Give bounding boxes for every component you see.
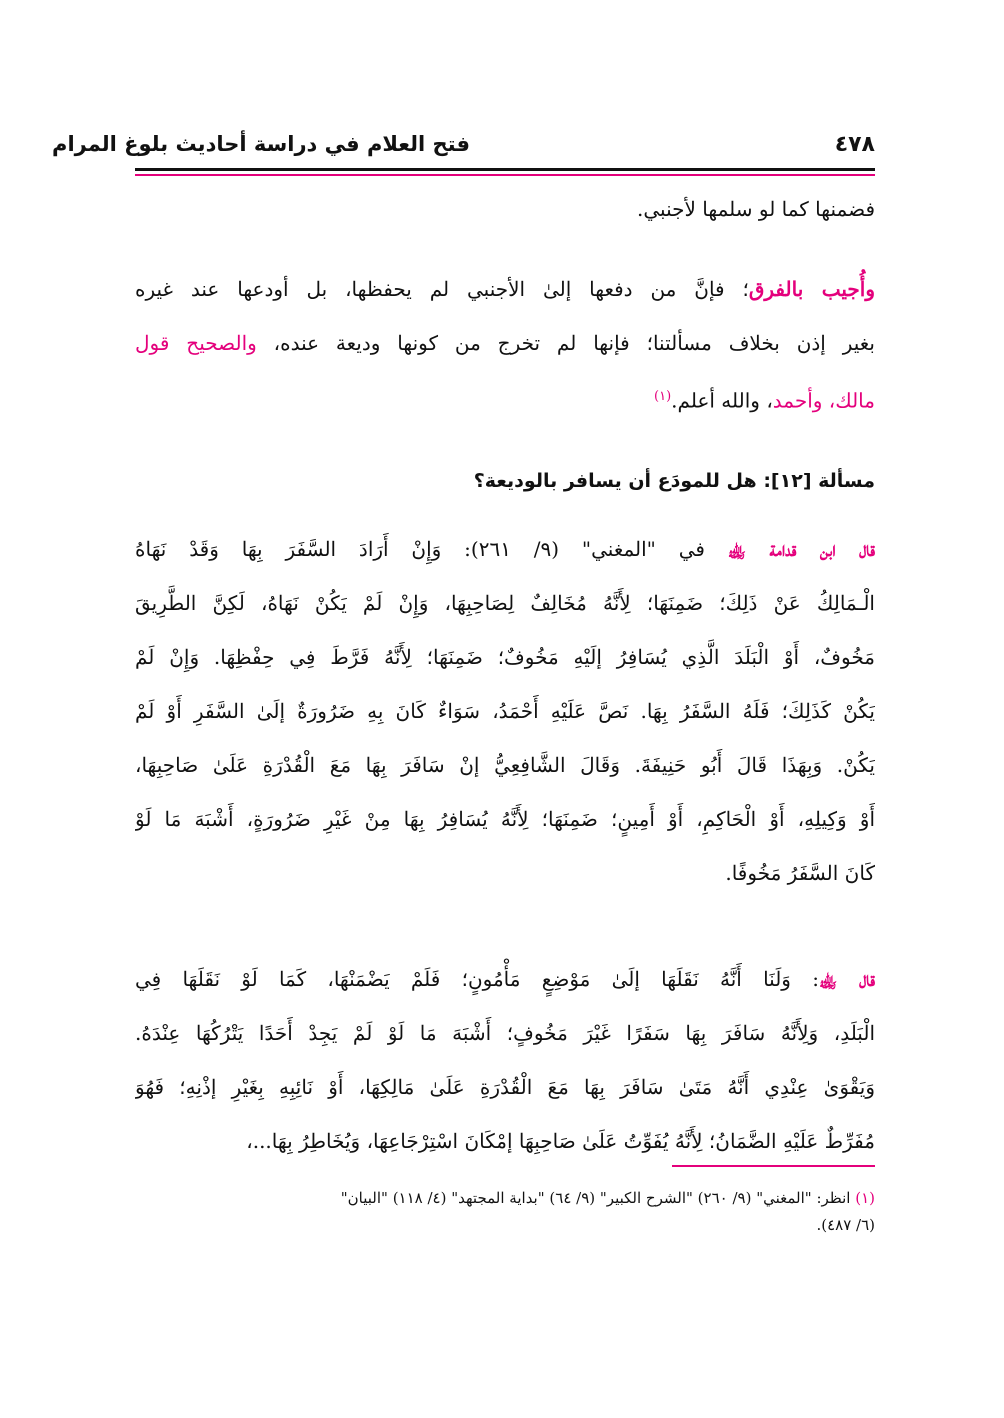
text-line: يَكُنْ. وَبِهَذَا قَالَ أَبُو حَنِيفَةَ. وَقَالَ الشَّافِعِيُّ إنْ سَافَرَ بِهَا مَعَ الْقُدْرَةِ عَلَىٰ صَاحِبِهَا،	[135, 753, 875, 777]
correct-view-label: والصحيح قول	[135, 331, 257, 355]
paragraph-ibn-qudama	[135, 522, 875, 900]
speaker-label: قال ابن قدامة ﵀	[727, 537, 875, 561]
issue-label: مسألة [١٢]:	[763, 470, 875, 492]
text-line: مالك، وأحمد، والله أعلم.$^{(١)}$	[654, 388, 875, 413]
footnote-line: (٦/ ٤٨٧).	[816, 1216, 875, 1234]
page-number: ٤٧٨	[834, 132, 875, 157]
speaker-label: قال ﵀	[818, 967, 875, 991]
text-line: وأُجيب بالفرق؛ فإنَّ من دفعها إلىٰ الأجنبي لم يحفظها، بل أودعها عند غيره	[135, 277, 875, 301]
footnote	[135, 1185, 875, 1239]
paragraph-qala	[135, 952, 875, 1168]
text-line: مَخُوفٌ، أَوْ الْبَلَدَ الَّذِي يُسَافِرُ إلَيْهِ مَخُوفٌ؛ ضَمِنَهَا؛ لِأَنَّهُ فَرَّطَ فِي حِفْظِهَا. وَإِنْ لَمْ	[135, 645, 875, 669]
text-line: يَكُنْ كَذَلِكَ؛ فَلَهُ السَّفَرُ بِهَا. نَصَّ عَلَيْهِ أَحْمَدُ، سَوَاءٌ كَانَ بِهِ ضَرُورَةٌ إلَىٰ السَّفَرِ أَوْ لَمْ	[135, 699, 875, 723]
header-rule-accent	[135, 174, 875, 176]
answer-label: وأُجيب بالفرق	[748, 277, 875, 301]
issue-question: هل للمودَع أن يسافر بالوديعة؟	[473, 470, 757, 492]
issue-heading	[135, 470, 875, 492]
paragraph-0	[135, 182, 875, 236]
paragraph-answer	[135, 262, 875, 424]
footnote-marker: (١)	[855, 1189, 875, 1207]
text-line: مُفَرِّطٌ عَلَيْهِ الضَّمَانُ؛ لِأَنَّهُ يُفَوِّتُ عَلَىٰ صَاحِبِهَا إمْكَانَ اسْتِرْجَاعِهَا، وَيُخَاطِرُ بِهَا...،	[246, 1129, 875, 1153]
text-line: وَيَقْوَىٰ عِنْدِي أَنَّهُ مَتَىٰ سَافَرَ بِهَا مَعَ الْقُدْرَةِ عَلَىٰ مَالِكِهَا، أَوْ نَائِبِهِ بِغَيْرِ إذْنِهِ؛ فَهُوَ	[135, 1075, 875, 1099]
text-line: الْـمَالِكُ عَنْ ذَلِكَ؛ ضَمِنَهَا؛ لِأَنَّهُ مُخَالِفٌ لِصَاحِبِهَا، وَإِنْ لَمْ يَكُنْ نَهَاهُ، لَكِنَّ الطَّرِيقَ	[135, 591, 875, 615]
running-header	[52, 128, 875, 168]
footnote-reference[interactable]: (١)	[654, 389, 672, 404]
text-line: فضمنها كما لو سلمها لأجنبي.	[637, 197, 875, 221]
text-line: قال ﵀: وَلَنَا أَنَّهُ نَقَلَهَا إلَىٰ مَوْضِعٍ مَأْمُونٍ؛ فَلَمْ يَضْمَنْهَا، كَمَا لَوْ نَقَلَهَا فِي	[135, 967, 875, 991]
footnote-line: (١) انظر: "المغني" (٩/ ٢٦٠) "الشرح الكبير" (٩/ ٦٤) "بداية المجتهد" (٤/ ١١٨) "البيان"	[340, 1189, 875, 1207]
book-title: فتح العلام في دراسة أحاديث بلوغ المرام	[52, 132, 470, 156]
scholar-names: مالك، وأحمد	[772, 388, 875, 413]
header-rule	[135, 168, 875, 171]
text-line: الْبَلَدِ، وَلِأَنَّهُ سَافَرَ بِهَا سَفَرًا غَيْرَ مَخُوفٍ؛ أَشْبَهَ مَا لَوْ لَمْ يَجِدْ أَحَدًا يَتْرُكُهَا عِنْدَهُ.	[135, 1021, 875, 1045]
text-line: كَانَ السَّفَرُ مَخُوفًا.	[725, 861, 875, 885]
text-line: أَوْ وَكِيلِهِ، أَوْ الْحَاكِمِ، أَوْ أَمِينٍ؛ ضَمِنَهَا؛ لِأَنَّهُ يُسَافِرُ بِهَا مِنْ غَيْرِ ضَرُورَةٍ، أَشْبَهَ مَا لَوْ	[135, 807, 875, 831]
text-line: قال ابن قدامة ﵀ في "المغني" (٩/ ٢٦١): وَإِنْ أَرَادَ السَّفَرَ بِهَا وَقَدْ نَهَاهُ	[135, 537, 875, 561]
footnote-separator	[672, 1165, 875, 1167]
text-line: بغير إذن بخلاف مسألتنا؛ فإنها لم تخرج من كونها وديعة عنده، والصحيح قول	[135, 331, 875, 355]
